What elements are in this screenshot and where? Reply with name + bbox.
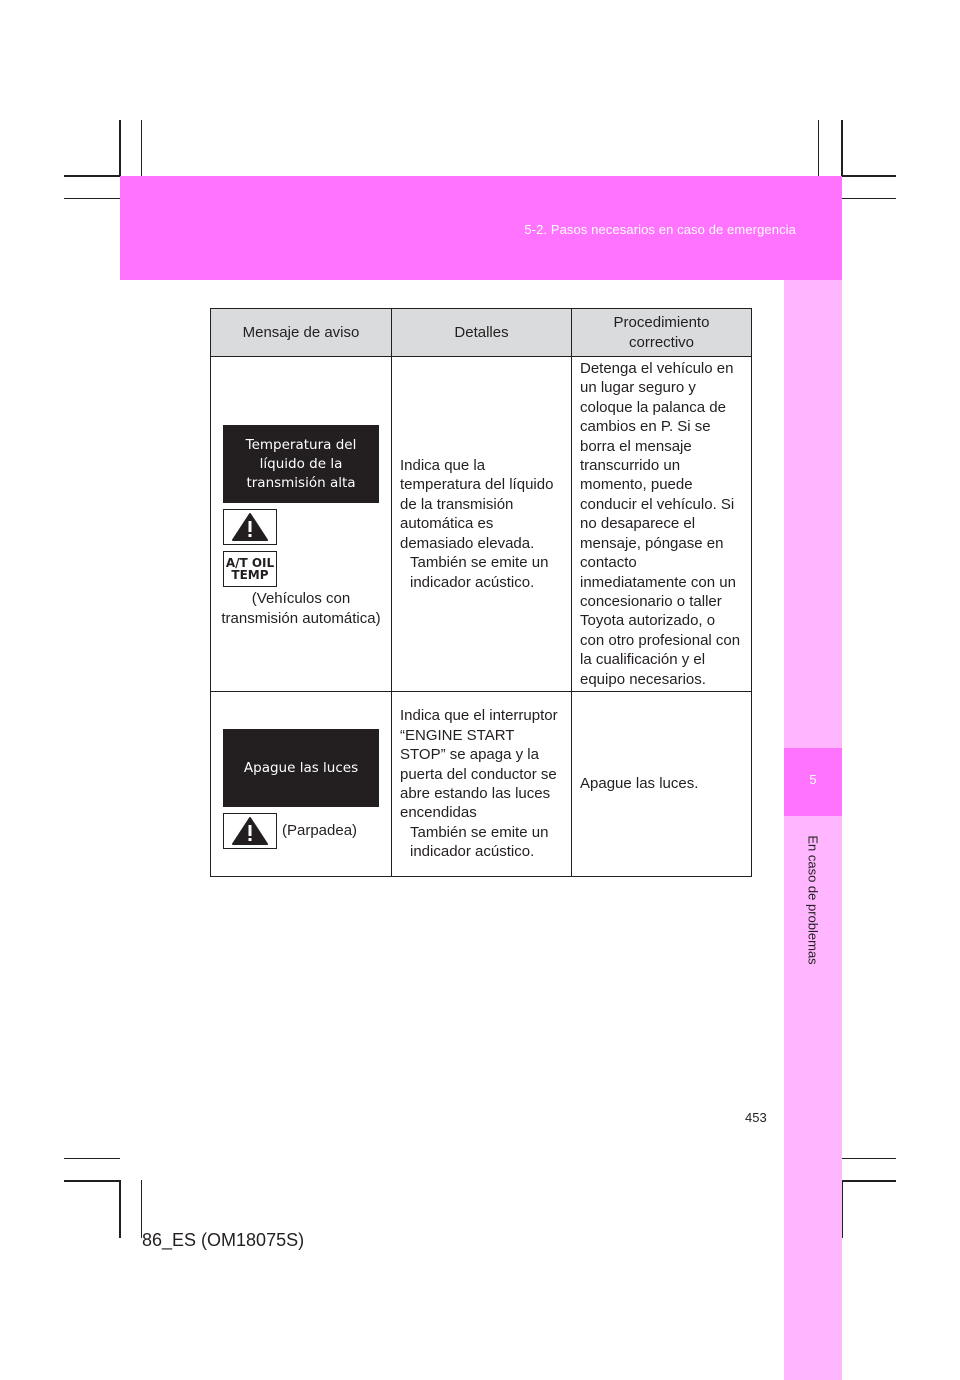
warning-messages-table (210, 308, 752, 877)
crop-mark (842, 175, 896, 177)
display-message: Apague las luces (243, 759, 359, 776)
crop-mark (64, 198, 120, 199)
vehicle-note: (Vehículos con transmisión automática) (221, 590, 381, 627)
procedure-cell (572, 692, 752, 877)
crop-mark (141, 120, 142, 176)
crop-mark (64, 1158, 120, 1159)
header-band (120, 176, 842, 280)
icon-label: TEMP (231, 568, 269, 583)
document-code: 86_ES (OM18075S) (142, 1230, 305, 1250)
crop-mark (818, 120, 819, 176)
chapter-tab-column (784, 280, 842, 1380)
chapter-number-tab (784, 748, 842, 816)
procedure-text: Apague las luces. (580, 775, 699, 793)
warning-triangle-icon (231, 512, 269, 542)
column-header-procedure: Procedimiento correctivo (572, 309, 752, 357)
details-extra: También se emite un indicador acústico. (410, 554, 549, 591)
table-header-row (211, 309, 752, 357)
procedure-cell (572, 357, 752, 692)
display-panel (223, 729, 379, 807)
message-cell (211, 357, 392, 692)
crop-mark (64, 175, 120, 177)
table-row (211, 692, 752, 877)
crop-mark (119, 1180, 121, 1238)
procedure-text: Detenga el vehículo en un lugar seguro y coloque la palanca de cambios en P. Si se borra el mensaje transcurrido un momento, puede conducir el vehículo. Si no desaparece el mensaje, póngase en contacto inmediatamente con un concesionario o taller Toyota autorizado, o con otro profesional con la cualificación y el equipo necesarios. (580, 360, 741, 688)
details-cell (392, 692, 572, 877)
display-message: Temperatura del líquido de la transmisión alta (245, 436, 357, 491)
details-text: Indica que el interruptor “ENGINE START STOP” se apaga y la puerta del conductor se abre estando las luces encendidas (400, 707, 558, 822)
crop-mark (842, 1158, 896, 1159)
chapter-title: En caso de problemas (805, 835, 821, 965)
crop-mark (841, 120, 843, 176)
warning-icon-box (223, 813, 277, 849)
column-header-message: Mensaje de aviso (211, 309, 392, 357)
at-oil-temp-icon (223, 551, 277, 587)
section-title: 5-2. Pasos necesarios en caso de emergencia (524, 222, 796, 237)
warning-icon-box (223, 509, 277, 545)
crop-mark (64, 1180, 120, 1182)
details-text: Indica que la temperatura del líquido de la transmisión automática es demasiado elevada. (400, 457, 554, 552)
column-header-details: Detalles (392, 309, 572, 357)
message-cell (211, 692, 392, 877)
warning-triangle-icon (231, 816, 269, 846)
crop-mark (842, 198, 896, 199)
crop-mark (842, 1180, 896, 1182)
icon-label: A/T OIL (225, 556, 275, 571)
display-panel (223, 425, 379, 503)
details-extra: También se emite un indicador acústico. (410, 823, 549, 861)
details-cell (392, 357, 572, 692)
blink-note: (Parpadea) (282, 822, 358, 840)
page-number: 453 (745, 1110, 767, 1125)
chapter-number: 5 (809, 772, 817, 787)
crop-mark (119, 120, 121, 176)
table-row (211, 357, 752, 692)
